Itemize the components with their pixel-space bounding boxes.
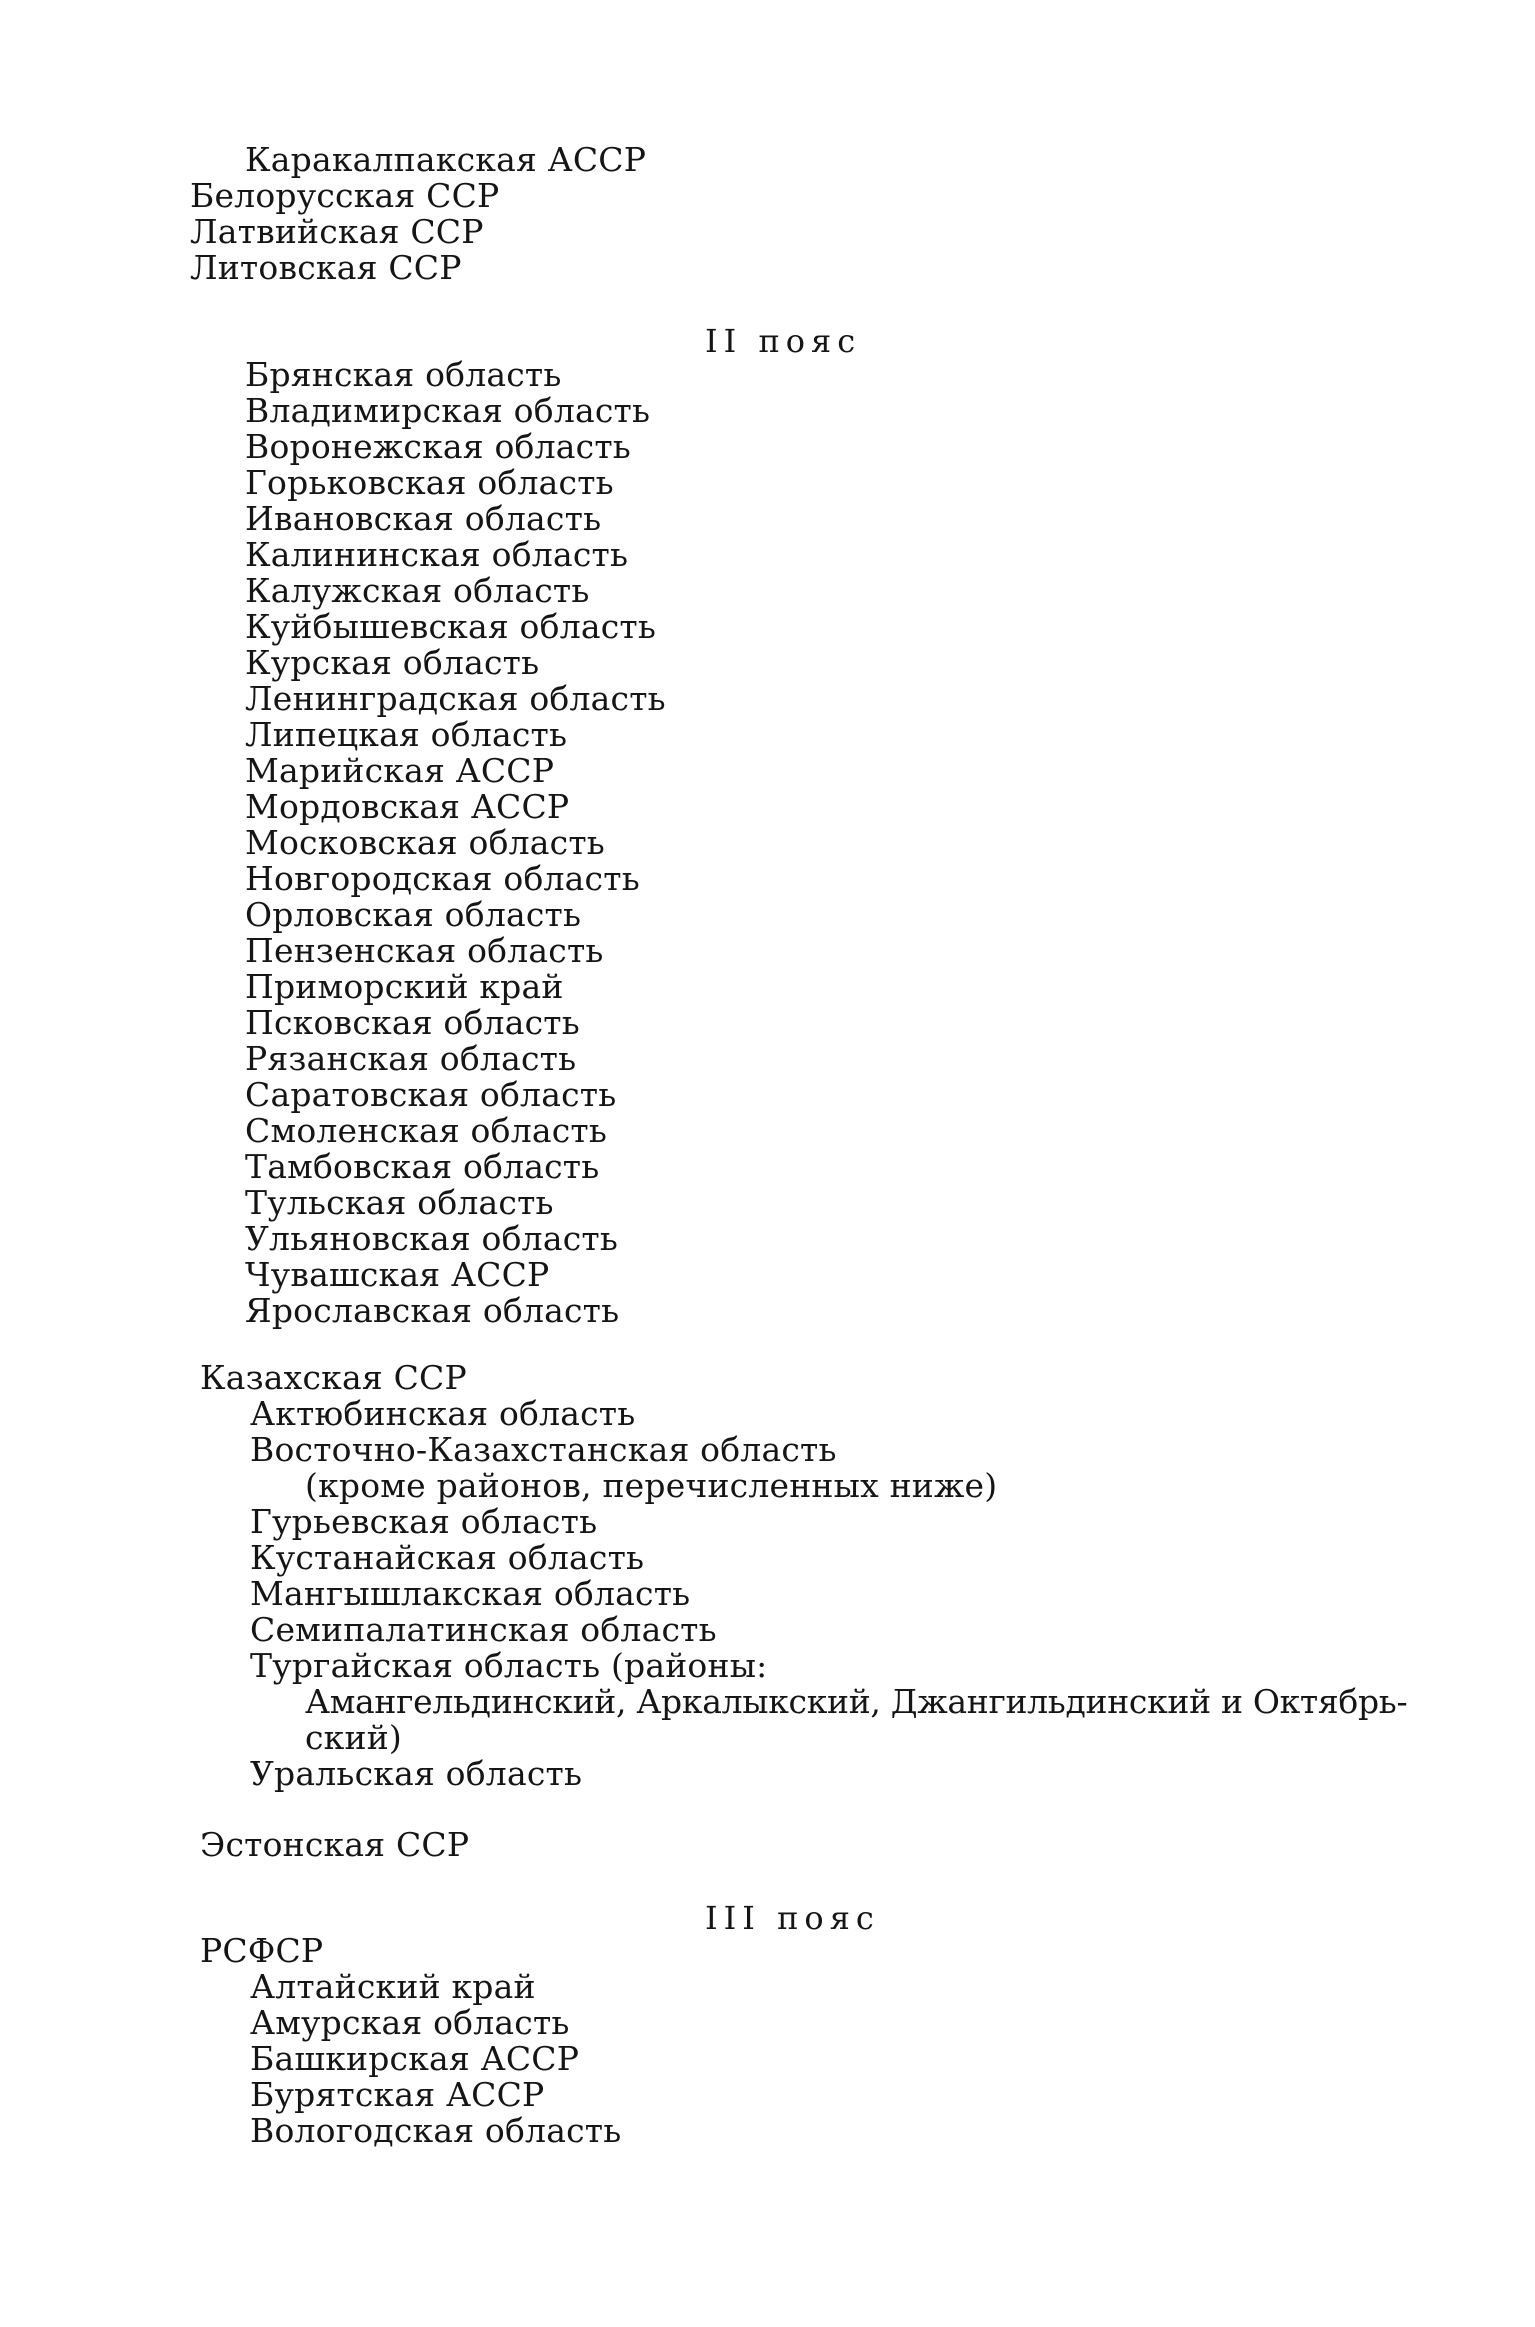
group-title-kazakh: Казахская ССР [200, 1358, 467, 1397]
list-item: Ленинградская область [245, 679, 666, 718]
list-item: Вологодская область [250, 2111, 622, 2150]
list-item: Мордовская АССР [245, 787, 570, 826]
list-item: Бурятская АССР [250, 2075, 545, 2114]
list-item: Рязанская область [245, 1039, 577, 1078]
list-item: Приморский край [245, 967, 564, 1006]
list-item: Тургайская область (районы: [250, 1646, 768, 1685]
list-item: Ульяновская область [245, 1219, 619, 1258]
list-item: Уральская область [250, 1754, 583, 1793]
list-item: Ярославская область [245, 1291, 620, 1330]
list-item: Семипалатинская область [250, 1610, 717, 1649]
list-item: Брянская область [245, 355, 562, 394]
list-item: Кустанайская область [250, 1538, 645, 1577]
list-item: Пензенская область [245, 931, 604, 970]
list-item: Владимирская область [245, 391, 651, 430]
list-item: Чувашская АССР [245, 1255, 550, 1294]
list-item: Белорусская ССР [190, 176, 500, 215]
list-item: Башкирская АССР [250, 2039, 580, 2078]
list-item: Восточно-Казахстанская область [250, 1430, 837, 1469]
group-title-estonia: Эстонская ССР [200, 1825, 470, 1864]
list-item: Липецкая область [245, 715, 568, 754]
list-item: Гурьевская область [250, 1502, 598, 1541]
list-item: Литовская ССР [190, 248, 462, 287]
list-item: (кроме районов, перечисленных ниже) [305, 1466, 998, 1505]
list-item: Орловская область [245, 895, 582, 934]
list-item: Саратовская область [245, 1075, 617, 1114]
list-item: Калининская область [245, 535, 629, 574]
list-item: Воронежская область [245, 427, 631, 466]
list-item: Калужская область [245, 571, 590, 610]
list-item: Латвийская ССР [190, 212, 484, 251]
list-item: ский) [305, 1718, 402, 1757]
list-item: Новгородская область [245, 859, 640, 898]
section-heading-ii: II пояс [705, 322, 862, 360]
section-heading-iii: III пояс [705, 1899, 880, 1937]
list-item: Псковская область [245, 1003, 580, 1042]
list-item: Каракалпакская АССР [245, 140, 647, 179]
list-item: Ивановская область [245, 499, 602, 538]
list-item: Куйбышевская область [245, 607, 657, 646]
list-item: Тамбовская область [245, 1147, 600, 1186]
list-item: Горьковская область [245, 463, 614, 502]
list-item: Курская область [245, 643, 540, 682]
list-item: Тульская область [245, 1183, 554, 1222]
list-item: Амурская область [250, 2003, 570, 2042]
list-item: Смоленская область [245, 1111, 608, 1150]
list-item: Алтайский край [250, 1967, 536, 2006]
list-item: Марийская АССР [245, 751, 555, 790]
list-item: Амангельдинский, Аркалыкский, Джангильдинский и Октябрь- [305, 1682, 1408, 1721]
list-item: Московская область [245, 823, 605, 862]
list-item: Актюбинская область [250, 1394, 636, 1433]
group-title-rsfsr: РСФСР [200, 1931, 324, 1970]
list-item: Мангышлакская область [250, 1574, 691, 1613]
